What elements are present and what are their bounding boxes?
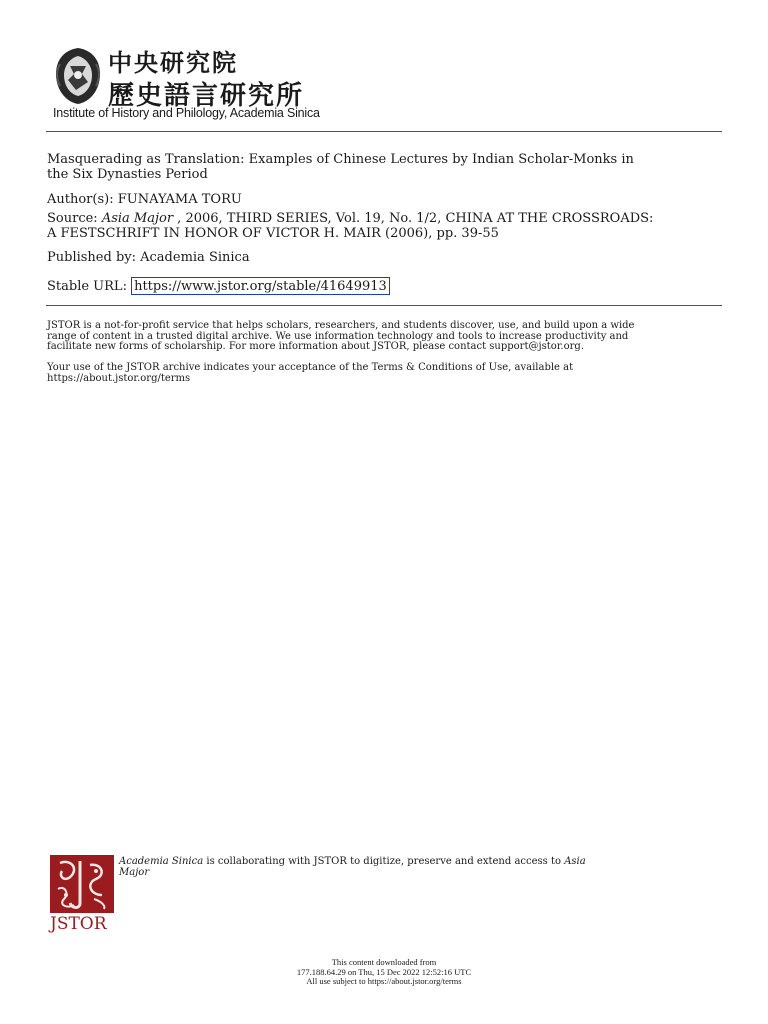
article-title-line2: the Six Dynasties Period bbox=[47, 167, 208, 182]
top-divider bbox=[46, 131, 722, 132]
article-title bbox=[47, 152, 723, 182]
collab-partner: Academia Sinica bbox=[119, 856, 204, 867]
institute-name-chinese-line2: 歷史語言研究所 bbox=[108, 81, 305, 111]
footer-line: This content downloaded from bbox=[331, 957, 437, 967]
institute-name-english: Institute of History and Philology, Academia Sinica bbox=[53, 106, 320, 120]
source-line1-rest: , 2006, THIRD SERIES, Vol. 19, No. 1/2, CHINA AT THE CROSSROADS: bbox=[173, 211, 654, 226]
notice-line: Your use of the JSTOR archive indicates your acceptance of the Terms & Conditions of Use, available at bbox=[47, 362, 574, 373]
article-stable-url bbox=[47, 277, 723, 295]
stable-url-link[interactable]: https://www.jstor.org/stable/41649913 bbox=[131, 277, 390, 295]
collab-text: is collaborating with JSTOR to digitize, preserve and extend access to bbox=[203, 856, 565, 867]
collab-journal-cont: Major bbox=[119, 867, 150, 878]
article-publisher bbox=[47, 250, 723, 265]
notice-line: range of content in a trusted digital archive. We use information technology and tools to increase productivity and bbox=[47, 330, 629, 342]
source-label: Source: bbox=[47, 211, 102, 226]
jstor-logo bbox=[50, 855, 116, 935]
stable-url-label: Stable URL: bbox=[47, 279, 132, 294]
notice-line: facilitate new forms of scholarship. For more information about JSTOR, please contact support@jstor.org. bbox=[47, 341, 584, 352]
jstor-wordmark: JSTOR bbox=[50, 914, 107, 934]
notice-line: JSTOR is a not-for-profit service that helps scholars, researchers, and students discover, use, and build upon a wide bbox=[47, 320, 635, 331]
authors-label: Author(s): bbox=[47, 192, 118, 207]
jstor-flourish-icon bbox=[50, 855, 114, 913]
terms-notice-paragraph bbox=[47, 363, 723, 384]
institute-logo bbox=[50, 40, 350, 120]
institute-seal-icon bbox=[50, 44, 106, 108]
download-footer bbox=[0, 958, 768, 987]
footer-line: All use subject to https://about.jstor.org/terms bbox=[306, 976, 462, 986]
publisher-value: Academia Sinica bbox=[140, 250, 250, 265]
article-title-line1: Masquerading as Translation: Examples of Chinese Lectures by Indian Scholar-Monks in bbox=[47, 152, 634, 167]
jstor-emblem-icon bbox=[50, 855, 114, 913]
source-journal: Asia Major bbox=[101, 211, 174, 226]
terms-link[interactable]: https://about.jstor.org/terms bbox=[47, 372, 191, 384]
collaboration-statement bbox=[119, 856, 659, 878]
collab-journal: Asia bbox=[564, 856, 586, 867]
authors-value: FUNAYAMA TORU bbox=[117, 192, 242, 207]
source-line2: A FESTSCHRIFT IN HONOR OF VICTOR H. MAIR (2006), pp. 39-55 bbox=[47, 226, 499, 241]
article-authors bbox=[47, 192, 723, 207]
publisher-label: Published by: bbox=[47, 250, 141, 265]
jstor-notice-paragraph bbox=[47, 321, 723, 353]
article-source bbox=[47, 211, 723, 241]
middle-divider bbox=[46, 305, 722, 306]
footer-line: 177.188.64.29 on Thu, 15 Dec 2022 12:52:16 UTC bbox=[296, 966, 472, 977]
institute-name-chinese-line1: 中央研究院 bbox=[108, 49, 238, 77]
